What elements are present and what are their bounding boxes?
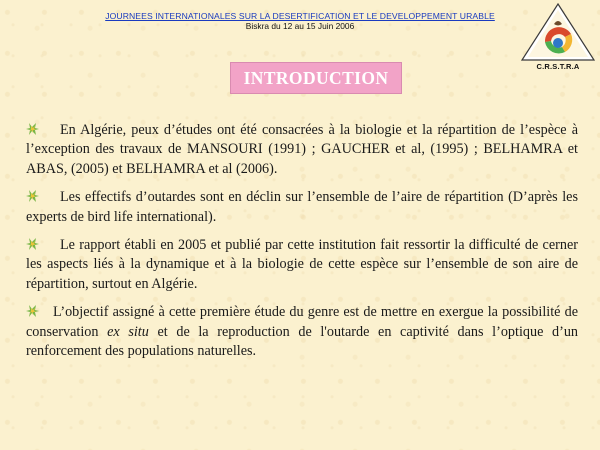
paragraph-1	[26, 121, 578, 179]
crstra-logo	[518, 2, 598, 74]
paragraph-text: Les effectifs d’outardes sont en déclin sur l’ensemble de l’aire de répartition (D’après les experts de bird life international).	[26, 189, 578, 225]
conference-date: Biskra du 12 au 15 Juin 2006	[245, 21, 355, 31]
crstra-logo-icon	[518, 2, 598, 64]
page-title: INTRODUCTION	[243, 67, 389, 88]
paragraph-text-italic: ex situ	[107, 323, 149, 340]
paragraph-text-before: L’objectif assigné à cette première étude du genre est de mettre en exergue la possibilité de conservation	[26, 304, 578, 340]
sparkle-bullet-icon	[26, 304, 40, 318]
sparkle-bullet-icon	[26, 122, 40, 136]
logo-label: C.R.S.T.R.A	[536, 62, 580, 71]
paragraph-text: En Algérie, peux d’études ont été consacrées à la biologie et la répartition de l’espèce à l’exception des travaux de MANSOURI (1991) ; GAUCHER et al, (1995) ; BELHAMRA et ABAS, (2005) et BELHAMRA et al (2006).	[26, 122, 578, 177]
conference-title[interactable]: JOURNEES INTERNATIONALES SUR LA DESERTIFICATION ET LE DEVELOPPEMENT URABLE	[105, 11, 495, 21]
sparkle-bullet-icon	[26, 189, 40, 203]
title-box	[230, 62, 402, 94]
sparkle-bullet-icon	[26, 237, 40, 251]
header	[0, 11, 600, 31]
paragraph-text-after: et de la reproduction de l'outarde en captivité dans l’optique d’un renforcement des populations naturelles.	[26, 323, 579, 360]
paragraph-2	[26, 188, 578, 227]
content	[26, 121, 578, 370]
paragraph-3	[26, 236, 578, 294]
paragraph-text: Le rapport établi en 2005 et publié par cette institution fait ressortir la difficulté de cerner les aspects liés à la dynamique et à la biologie de cette espèce sur l’ensemble de son aire de répartition, surtout en Algérie.	[26, 237, 578, 292]
paragraph-4	[26, 303, 578, 361]
